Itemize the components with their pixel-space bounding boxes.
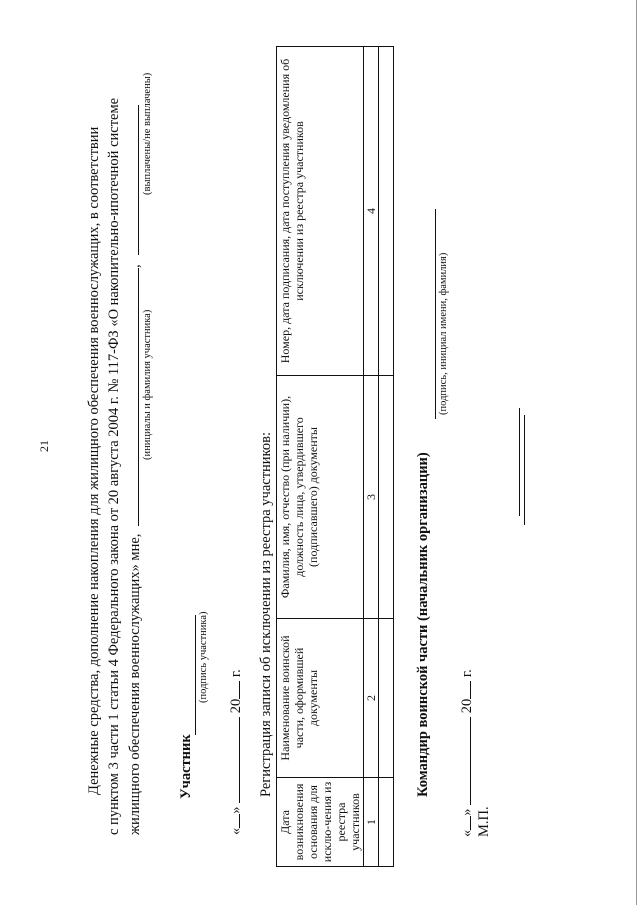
participant-name-blank[interactable] bbox=[124, 268, 139, 526]
stamp-label: М.П. bbox=[476, 806, 492, 837]
participant-year-prefix: 20 bbox=[228, 698, 244, 714]
commander-signature-hint: (подпись, инициал имени, фамилия) bbox=[438, 252, 449, 415]
table-row bbox=[379, 47, 394, 867]
participant-year-blank[interactable] bbox=[225, 681, 240, 699]
paragraph-line-2: с пунктом 3 части 1 статьи 4 Федерального закона от 20 августа 2004 г. № 117-ФЗ «О накопительно-ипотечной системе bbox=[106, 97, 122, 835]
commander-year-suffix: г. bbox=[459, 669, 475, 678]
table-number-cell: 1 bbox=[364, 778, 379, 867]
table-header-cell: Наименование воинской части, оформившей документы bbox=[277, 619, 364, 778]
hint-paid: (выплачены/не выплачены) bbox=[142, 72, 153, 195]
table-cell[interactable] bbox=[379, 619, 394, 778]
participant-day-blank[interactable] bbox=[225, 814, 240, 828]
page-edge-line bbox=[636, 0, 637, 905]
participant-date-open: « bbox=[228, 827, 244, 835]
paragraph-line-3-text: жилищного обеспечения военнослужащих» мне, bbox=[127, 533, 143, 835]
participant-date-close: » bbox=[228, 806, 244, 814]
page-number: 21 bbox=[37, 440, 51, 452]
participant-signature-hint: (подпись участника) bbox=[198, 611, 209, 703]
table-cell[interactable] bbox=[379, 376, 394, 619]
participant-label: Участник bbox=[178, 734, 194, 799]
commander-label: Командир воинской части (начальник организации) bbox=[415, 452, 431, 797]
paragraph-line-3: жилищного обеспечения военнослужащих» мне, , bbox=[124, 45, 145, 835]
participant-date bbox=[225, 669, 245, 835]
table-number-row bbox=[364, 47, 379, 867]
commander-date-open: « bbox=[459, 829, 475, 837]
intro-paragraph bbox=[84, 45, 145, 835]
table-header-cell: Фамилия, имя, отчество (при наличии), должность лица, утвердившего (подписавшего) документы bbox=[277, 376, 364, 619]
separator-line-1 bbox=[524, 415, 525, 525]
participant-signature-line[interactable] bbox=[195, 615, 196, 735]
commander-year-prefix: 20 bbox=[459, 698, 475, 714]
table-cell[interactable] bbox=[379, 47, 394, 376]
table-number-cell: 3 bbox=[364, 376, 379, 619]
commander-date bbox=[456, 669, 476, 837]
table-cell[interactable] bbox=[379, 778, 394, 867]
rotated-form bbox=[80, 15, 550, 895]
hint-initials: (инициалы и фамилия участника) bbox=[142, 309, 153, 460]
participant-year-suffix: г. bbox=[228, 669, 244, 678]
commander-day-blank[interactable] bbox=[456, 816, 471, 830]
registration-heading: Регистрация записи об исключении из реестра участников: bbox=[258, 432, 274, 797]
participant-month-blank[interactable] bbox=[225, 717, 240, 803]
registration-table bbox=[276, 46, 394, 867]
commander-month-blank[interactable] bbox=[456, 717, 471, 805]
commander-date-close: » bbox=[459, 808, 475, 816]
table-header-row bbox=[277, 47, 364, 867]
table-header-cell: Номер, дата подписания, дата поступления уведомления об исключении из реестра участников bbox=[277, 47, 364, 376]
commander-signature-line[interactable] bbox=[435, 209, 436, 419]
table-header-cell: Дата возникновения основания для исклю-чения из реестра участников bbox=[277, 778, 364, 867]
commander-year-blank[interactable] bbox=[456, 681, 471, 699]
separator-line-2 bbox=[519, 408, 520, 516]
table-number-cell: 4 bbox=[364, 47, 379, 376]
table-number-cell: 2 bbox=[364, 619, 379, 778]
paid-status-blank[interactable] bbox=[124, 105, 139, 255]
paragraph-line-1: Денежные средства, дополнение накопления для жилищного обеспечения военнослужащих, в соответствии bbox=[86, 126, 102, 795]
